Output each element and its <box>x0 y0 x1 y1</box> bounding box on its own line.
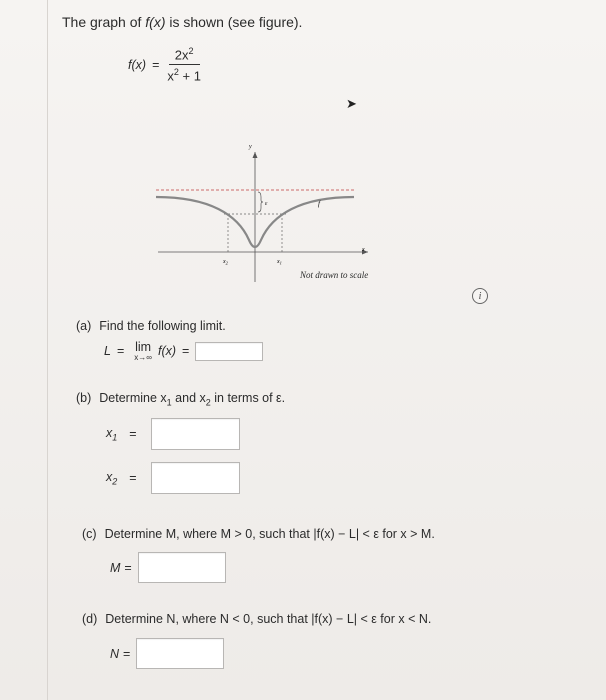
part-b-prompt <box>76 391 285 408</box>
not-to-scale-note: Not drawn to scale <box>300 270 369 280</box>
part-b-post: in terms of ε. <box>210 391 286 405</box>
def-denominator <box>167 65 201 83</box>
part-d-text: Determine N, where N < 0, such that |f(x) − L| < ε for x < N. <box>105 612 432 626</box>
label-x: x <box>362 247 365 253</box>
intro-text <box>62 14 302 30</box>
x2-eq: = <box>129 471 137 485</box>
limit-operator <box>134 340 152 362</box>
M-eq: = <box>124 560 132 575</box>
limit-fx: f(x) <box>157 344 177 358</box>
x2-answer-box[interactable] <box>151 462 240 494</box>
function-definition <box>128 46 201 84</box>
part-b-label: (b) <box>76 391 92 405</box>
intro-post: is shown (see figure). <box>165 14 303 30</box>
part-b-sub2: 2 <box>205 397 211 408</box>
lim-text: lim <box>135 340 152 354</box>
N-answer-box[interactable] <box>136 638 224 669</box>
label-epsilon: ε <box>265 201 268 207</box>
def-eq: = <box>152 57 160 72</box>
intro-pre: The graph of <box>62 14 146 30</box>
num-base: 2x <box>174 47 189 63</box>
epsilon-brace <box>258 192 263 212</box>
part-d-prompt <box>82 612 431 626</box>
den-exp: 2 <box>173 67 179 78</box>
part-a-prompt <box>76 319 226 333</box>
y-axis-arrow <box>253 152 258 158</box>
function-graph <box>150 140 380 290</box>
intro-fx: f(x) <box>145 14 166 30</box>
part-d-label: (d) <box>82 612 98 626</box>
N-line <box>110 638 224 669</box>
part-c-text: Determine M, where M > 0, such that |f(x) − L| < ε for x > M. <box>104 527 435 541</box>
x1-line <box>106 418 240 450</box>
def-lhs: f(x) <box>128 57 147 72</box>
x2-label: $x_2$ <box>106 469 118 487</box>
def-numerator <box>169 46 200 65</box>
den-base: x <box>167 68 174 84</box>
x1-label: $x_1$ <box>106 425 118 443</box>
part-a-label: (a) <box>76 319 92 333</box>
info-icon[interactable]: i <box>472 288 488 304</box>
part-c-prompt <box>82 527 435 541</box>
limit-answer-box[interactable] <box>195 342 263 361</box>
x2-line <box>106 462 240 494</box>
N-label: N <box>110 646 120 661</box>
x1-answer-box[interactable] <box>151 418 240 450</box>
mouse-cursor-icon: ➤ <box>346 96 357 111</box>
den-rest: + 1 <box>178 68 201 84</box>
lim-under: x→∞ <box>134 353 152 362</box>
x1-eq: = <box>129 427 137 441</box>
label-f: f <box>318 200 320 208</box>
label-x1: $x_1$ <box>277 259 282 266</box>
part-b-sub1: 1 <box>166 397 172 408</box>
M-line <box>110 552 226 583</box>
part-b-mid: and x <box>171 391 206 405</box>
left-border <box>47 0 48 700</box>
part-c-label: (c) <box>82 527 97 541</box>
M-answer-box[interactable] <box>138 552 226 583</box>
M-label: M <box>110 560 121 575</box>
label-x2: $x_2$ <box>223 259 228 266</box>
limit-eq2: = <box>182 344 190 358</box>
num-exp: 2 <box>188 46 194 56</box>
label-y: y <box>249 144 252 150</box>
part-a-limit-line <box>104 340 263 362</box>
limit-eq: = <box>116 344 125 358</box>
def-fraction <box>167 46 201 84</box>
limit-L: L <box>104 344 111 358</box>
part-a-text: Find the following limit. <box>99 319 226 333</box>
part-b-pre: Determine x <box>99 391 167 405</box>
N-eq: = <box>123 646 131 661</box>
